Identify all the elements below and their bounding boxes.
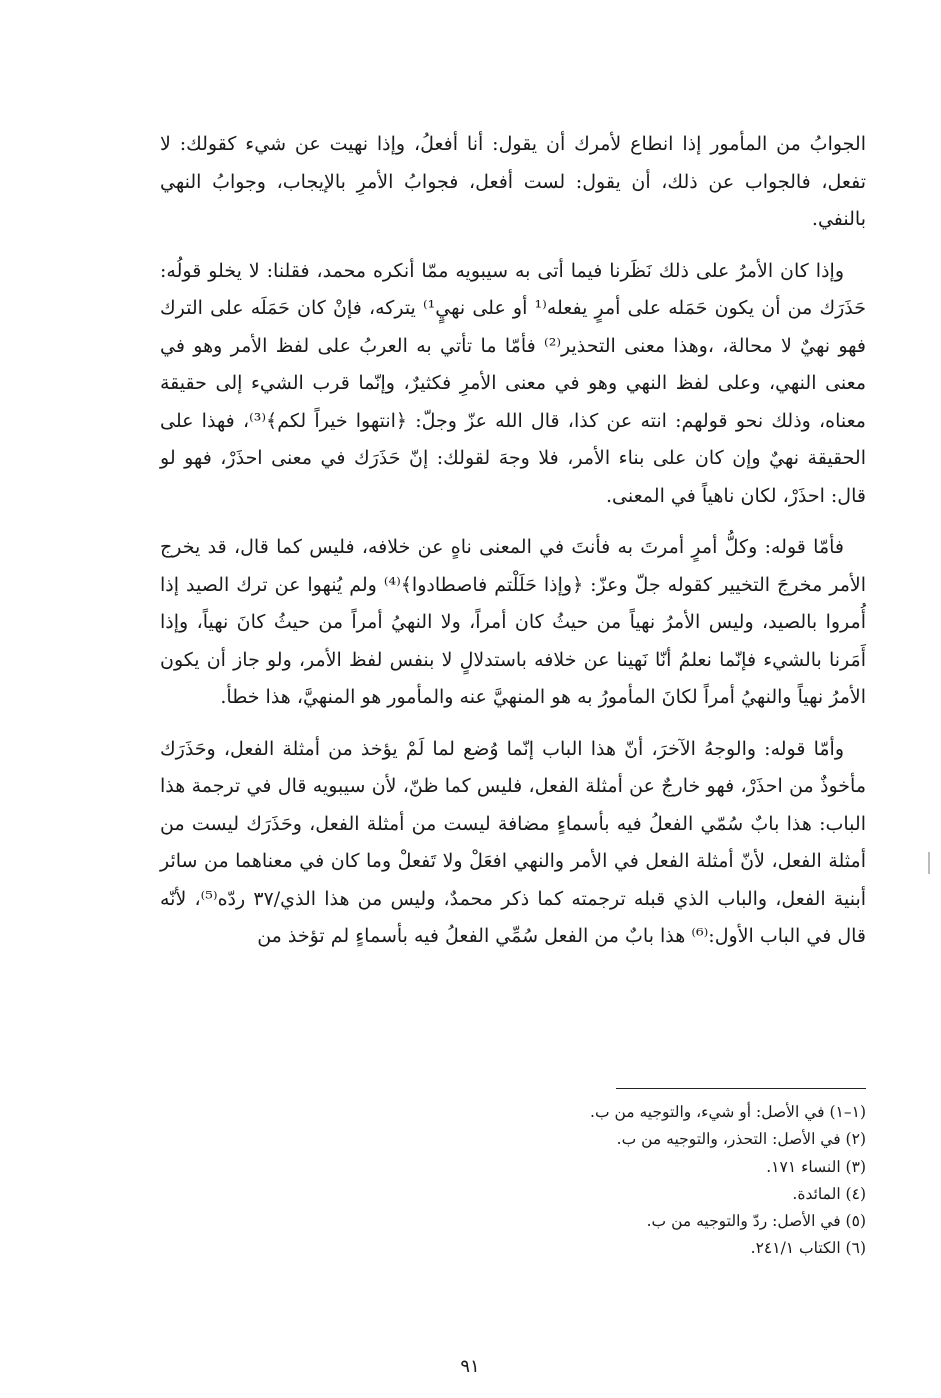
paragraph-4: وأمّا قوله: والوجهُ الآخرَ، أنّ هذا الباب إنّما وُضع لما لَمْ يؤخذ من أمثلة الفعل، وحَذَرَك مأخوذٌ من احذَرْ، فهو خارجٌ عن أمثلة الفعل، فليس كما ظنّ، لأن سيبويه قال في ترجمة هذا الباب: هذا بابٌ سُمّي الفعلُ فيه بأسماءٍ مضافة ليست من أمثلة الفعل، وحَذَرَك ليست من أمثلة الفعل، لأنّ أمثلة الفعل في الأمر والنهي افعَلْ ولا تَفعلْ وما كان في معناهما من سائر أبنية الفعل، والباب الذي قبله ترجمته كما ذكر محمدٌ، وليس من هذا الذي/٣٧ ردّه⁽⁵⁾، لأنّه قال في الباب الأول:⁽⁶⁾ هذا بابٌ من الفعل سُمِّي الفعلُ فيه بأسماءٍ لم تؤخذ من (160, 737, 867, 947)
footnotes (300, 1099, 866, 1263)
footnote-separator (616, 1088, 866, 1089)
main-text (160, 126, 866, 970)
paragraph-3: فأمّا قوله: وكلُّ أمرٍ أمرتَ به فأنتَ في المعنى ناهٍ عن خلافه، فليس كما قال، قد يخرج الأمر مخرجَ التخيير كقوله جلّ وعزّ: ﴿وإذا حَلَلْتم فاصطادوا﴾⁽⁴⁾ ولم يُنهوا عن ترك الصيد إذا أُمروا بالصيد، وليس الأمرُ نهياً من حيثُ كان أمراً، ولا النهيُ أمراً من حيثُ كانَ نهياً، وإذا أَمَرنا بالشيء فإنّما نعلمُ أنّا نَهينا عن خلافه باستدلالٍ لا بنفس لفظ الأمر، ولو جاز أن يكون الأمرُ نهياً والنهيُ أمراً لكانَ المأمورُ به هو المنهيَّ عنه والمأمور هو المنهيَّ، هذا خطأ. (160, 536, 866, 708)
page-number: ٩١ (460, 1356, 480, 1377)
paragraph-1: الجوابُ من المأمور إذا انطاع لأمرك أن يقول: أنا أفعلُ، وإذا نهيت عن شيء كقولك: لا تفعل، فالجواب عن ذلك، أن يقول: لست أفعل، فجوابُ الأمرِ بالإيجاب، وجوابُ النهي بالنفي. (160, 133, 866, 230)
footnote-4: (٤) المائدة. (792, 1184, 866, 1203)
footnote-1: (١–١) في الأصل: أو شيء، والتوجيه من ب. (590, 1103, 866, 1121)
margin-mark (928, 852, 930, 874)
footnote-2: (٢) في الأصل: التحذر، والتوجيه من ب. (616, 1130, 866, 1149)
footnote-6: (٦) الكتاب ٢٤١/١. (750, 1239, 866, 1258)
footnote-5: (٥) في الأصل: ردّ والتوجيه من ب. (646, 1212, 866, 1231)
paragraph-2: وإذا كان الأمرُ على ذلك نَظَرنا فيما أتى به سيبويه ممّا أنكره محمد، فقلنا: لا يخلو قولُه: حَذَرَك من أن يكون حَمَله على أمرٍ يفعله⁽¹ أو على نهيٍ¹⁾ يتركه، فإنْ كان حَمَلَه على الترك فهو نهيٌ لا محالة، ،وهذا معنى التحذير⁽²⁾ فأمّا ما تأتي به العربُ على لفظ الأمر وهو في معنى النهي، وعلى لفظ النهي وهو في معنى الأمرِ فكثيرٌ، وإنّما قرب الشيء إلى حقيقة معناه، وذلك نحو قولهم: انته عن كذا، قال الله عزّ وجلّ: ﴿انتهوا خيراً لكم﴾⁽³⁾، فهذا على الحقيقة نهيٌ وإن كان على بناء الأمر، فلا وجهَ لقولك: إنّ حَذَرَك في معنى احذَرْ، فهو لو قال: احذَرْ، لكان ناهياً في المعنى. (160, 259, 867, 507)
footnote-3: (٣) النساء ١٧١. (766, 1157, 866, 1176)
